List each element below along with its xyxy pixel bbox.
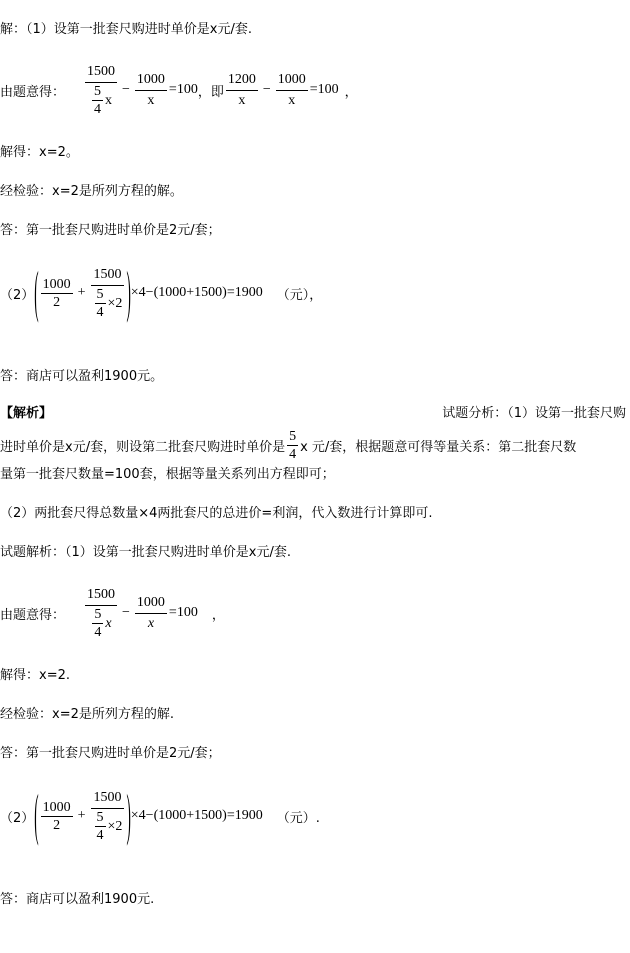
equation-3: 由题意得： 1500 $\frac{5}{4}$ x − $\frac{1000}{x}$ =100 ，: [0, 587, 225, 640]
detail-check-line: 经检验：x=2是所列方程的解.: [0, 707, 174, 722]
fraction-1200-over-x: $\frac{1200}{x}$: [227, 71, 256, 108]
solution-answer-1: 答：第一批套尺购进时单价是2元/套；: [0, 223, 221, 238]
analysis-line-3: 量第一批套尺数量=100套，根据等量关系列出方程即可；: [0, 467, 335, 482]
equation-1: 由题意得： 1500 $\frac{5}{4}$ x − $\frac{1000}{x}$ =100 ，即 $\frac{1200}{x}$ − $\frac{1000}{x}$ =100 ，: [0, 64, 358, 117]
detail-answer-1: 答：第一批套尺购进时单价是2元/套；: [0, 746, 221, 761]
right-big-paren-detail: ): [126, 780, 131, 847]
detail-answer-2: 答：商店可以盈利1900元.: [0, 892, 155, 907]
part-2-label: （2）: [0, 287, 35, 303]
left-big-paren: (: [34, 257, 39, 324]
fraction-1500-over-5-4-x: 1500 $\frac{5}{4}$ x: [87, 64, 116, 117]
fraction-1500-over-5-4-times-2: 1500 $\frac{5}{4}$ ×2: [91, 265, 125, 321]
analysis-line-4: （2）两批套尺得总数量×4两批套尺的总进价=利润，代入数进行计算即可.: [0, 506, 433, 521]
solution-check-line: 经检验：x=2是所列方程的解。: [0, 184, 183, 199]
solution-answer-2: 答：商店可以盈利1900元。: [0, 369, 164, 384]
fraction-1500-over-5-4-x-detail: 1500 $\frac{5}{4}$ x: [87, 587, 116, 640]
left-big-paren-detail: (: [34, 780, 39, 847]
fraction-1000-over-x: $\frac{1000}{x}$: [136, 71, 165, 108]
detail-line-1: 试题解析：（1）设第一批套尺购进时单价是x元/套.: [0, 545, 291, 560]
equation-2: （2） ( $\frac{1000}{2}$ + 1500 $\frac{5}{4}$ ×2 ) ×4− (1000+1500) =1900 （元），: [0, 265, 322, 321]
fraction-5-over-4: $\frac{5}{4}$: [289, 429, 297, 462]
fraction-1000-over-2-detail: $\frac{1000}{2}$: [42, 799, 71, 833]
fraction-1500-over-5-4-times-2-detail: 1500 $\frac{5}{4}$ ×2: [91, 788, 125, 844]
analysis-right-text: 试题分析：（1）设第一批套尺购: [442, 406, 626, 421]
analysis-line-2: 进时单价是x元/套，则设第二批套尺购进时单价是 $\frac{5}{4}$ x 元/套，根据题意可得等量关系：第二批套尺数: [0, 429, 577, 462]
analysis-header: 【解析】: [0, 406, 53, 421]
fraction-1000-over-x-detail: $\frac{1000}{x}$: [136, 594, 165, 631]
fraction-5-4: $\frac{5}{4}$: [94, 84, 102, 117]
equation-4: （2） ( $\frac{1000}{2}$ + 1500 $\frac{5}{4}$ ×2 ) ×4− (1000+1500) =1900 （元）.: [0, 788, 320, 844]
solution-line-1: 解：（1）设第一批套尺购进时单价是x元/套.: [0, 22, 252, 37]
solution-solve-line: 解得：x=2。: [0, 145, 79, 160]
detail-solve-line: 解得：x=2.: [0, 668, 70, 683]
fraction-1000-over-x-2: $\frac{1000}{x}$: [277, 71, 306, 108]
equation-prefix: 由题意得：: [0, 84, 66, 100]
equation-connector: ，即: [197, 84, 224, 100]
right-big-paren: ): [126, 257, 131, 324]
fraction-1000-over-2: $\frac{1000}{2}$: [42, 276, 71, 310]
